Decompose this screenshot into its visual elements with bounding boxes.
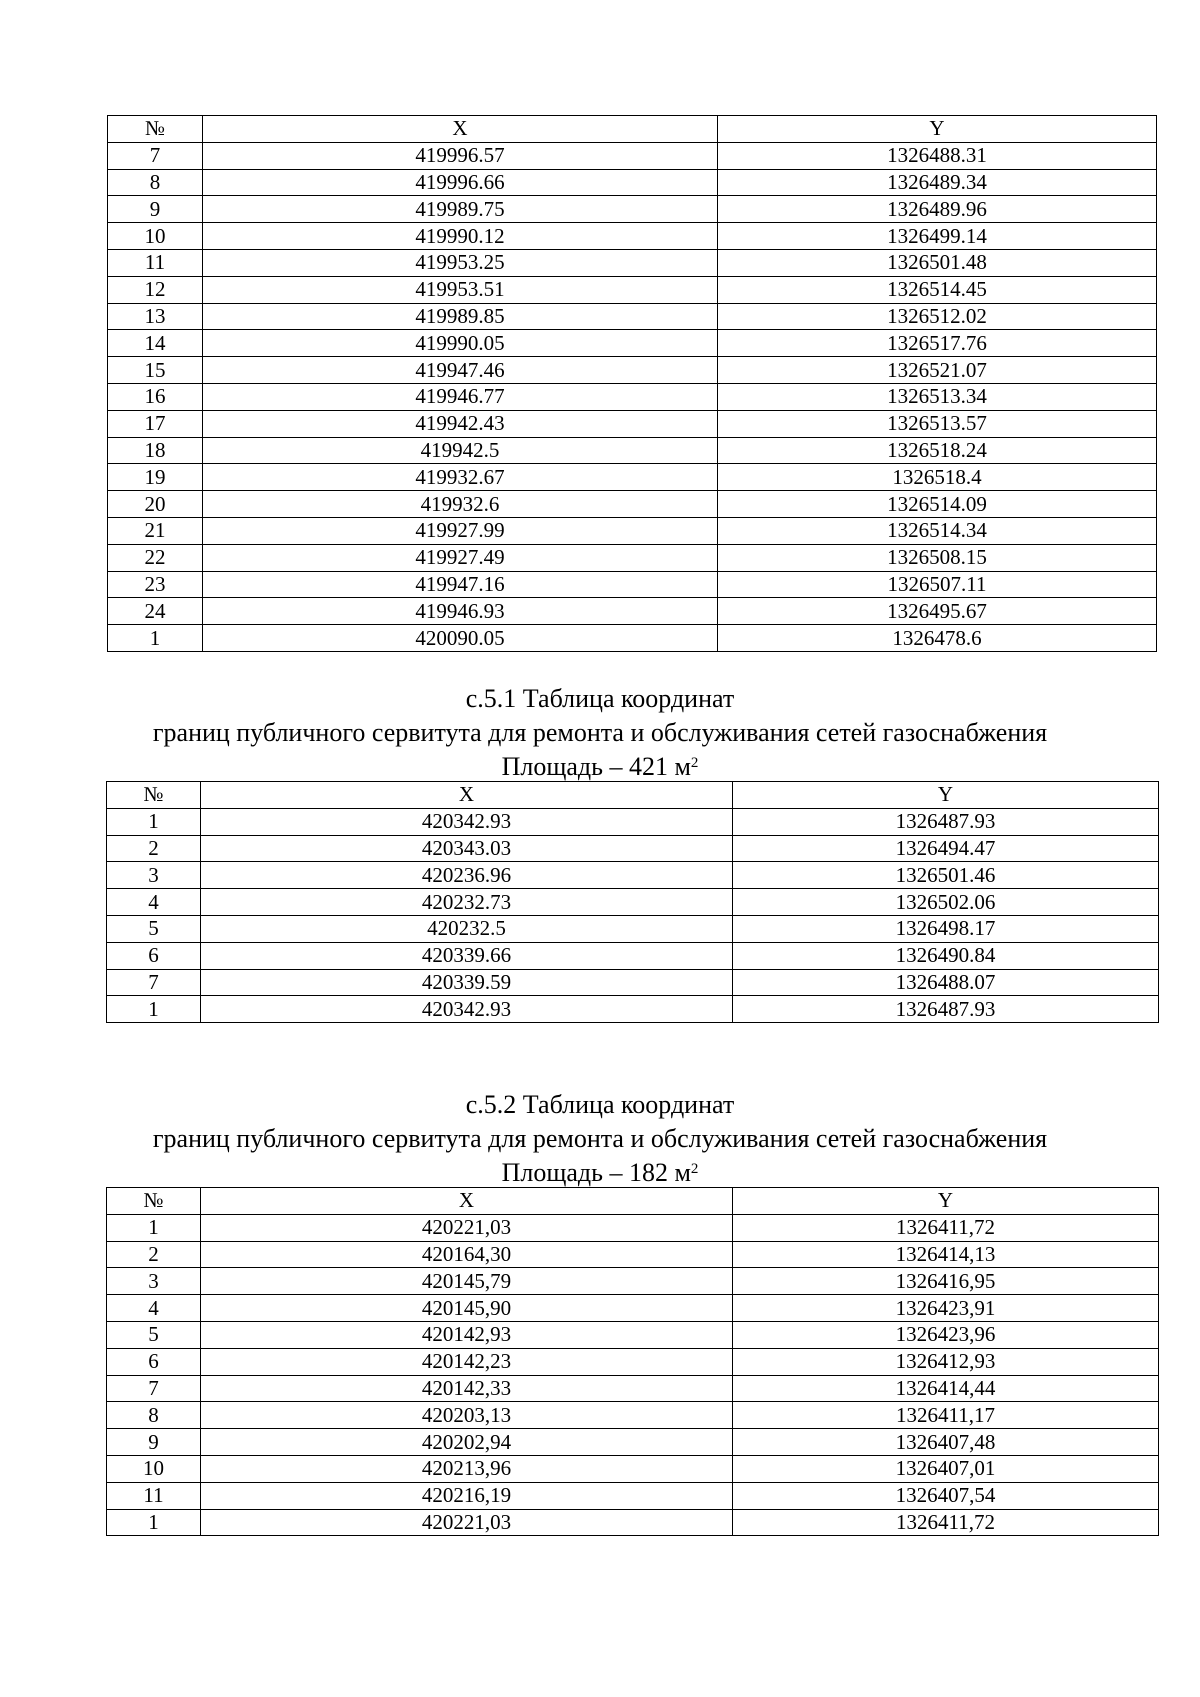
section-52-area: Площадь – 182 $м^2$ (501, 1158, 699, 1187)
y-coordinate: 1326512.02 (718, 303, 1157, 330)
table-row (108, 571, 1157, 598)
table-row (108, 142, 1157, 169)
table-row (108, 410, 1157, 437)
header-y: Y (718, 116, 1157, 143)
point-number: 17 (108, 410, 203, 437)
y-coordinate: 1326414,44 (733, 1375, 1159, 1402)
header-x: X (201, 782, 733, 809)
table-row (108, 464, 1157, 491)
y-coordinate: 1326490.84 (733, 942, 1159, 969)
point-number: 5 (107, 915, 201, 942)
x-coordinate: 420164,30 (201, 1241, 733, 1268)
table-header-row (108, 116, 1157, 143)
point-number: 23 (108, 571, 203, 598)
point-number: 7 (107, 1375, 201, 1402)
point-number: 4 (107, 889, 201, 916)
table-row (107, 1375, 1159, 1402)
table-row (107, 1268, 1159, 1295)
table-row (107, 1402, 1159, 1429)
y-coordinate: 1326502.06 (733, 889, 1159, 916)
point-number: 16 (108, 383, 203, 410)
y-coordinate: 1326514.09 (718, 491, 1157, 518)
table-row (108, 196, 1157, 223)
x-coordinate: 420236.96 (201, 862, 733, 889)
point-number: 15 (108, 357, 203, 384)
table-row (108, 437, 1157, 464)
y-coordinate: 1326407,54 (733, 1482, 1159, 1509)
x-coordinate: 419947.16 (203, 571, 718, 598)
coordinates-table-continued (107, 115, 1157, 652)
table-row (107, 1295, 1159, 1322)
x-coordinate: 419927.49 (203, 544, 718, 571)
point-number: 18 (108, 437, 203, 464)
coordinates-table-5-2 (106, 1187, 1159, 1536)
point-number: 6 (107, 942, 201, 969)
section-52-caption (0, 1088, 1200, 1190)
point-number: 1 (108, 625, 203, 652)
y-coordinate: 1326488.31 (718, 142, 1157, 169)
x-coordinate: 419946.93 (203, 598, 718, 625)
y-coordinate: 1326407,48 (733, 1429, 1159, 1456)
table-row (107, 1241, 1159, 1268)
x-coordinate: 420221,03 (201, 1214, 733, 1241)
header-y: Y (733, 782, 1159, 809)
x-coordinate: 419990.05 (203, 330, 718, 357)
section-52-title: с.5.2 Таблица координат (465, 1090, 735, 1119)
x-coordinate: 419989.75 (203, 196, 718, 223)
header-x: X (201, 1188, 733, 1215)
x-coordinate: 419946.77 (203, 383, 718, 410)
table-row (107, 996, 1159, 1023)
table-header-row (107, 782, 1159, 809)
point-number: 22 (108, 544, 203, 571)
y-coordinate: 1326518.4 (718, 464, 1157, 491)
table-row (107, 1348, 1159, 1375)
section-51-title: с.5.1 Таблица координат (465, 684, 735, 713)
header-num: № (107, 782, 201, 809)
point-number: 4 (107, 1295, 201, 1322)
point-number: 10 (107, 1455, 201, 1482)
point-number: 9 (108, 196, 203, 223)
table-row (107, 1509, 1159, 1536)
point-number: 14 (108, 330, 203, 357)
y-coordinate: 1326498.17 (733, 915, 1159, 942)
point-number: 1 (107, 808, 201, 835)
table-row (108, 598, 1157, 625)
point-number: 21 (108, 517, 203, 544)
point-number: 2 (107, 835, 201, 862)
x-coordinate: 420090.05 (203, 625, 718, 652)
x-coordinate: 419932.6 (203, 491, 718, 518)
y-coordinate: 1326489.96 (718, 196, 1157, 223)
y-coordinate: 1326517.76 (718, 330, 1157, 357)
table-row (107, 862, 1159, 889)
table-row (107, 942, 1159, 969)
y-coordinate: 1326411,72 (733, 1509, 1159, 1536)
table-row (107, 1455, 1159, 1482)
section-52-subtitle: границ публичного сервитута для ремонта и обслуживания сетей газоснабжения (152, 1124, 1048, 1153)
point-number: 3 (107, 1268, 201, 1295)
y-coordinate: 1326488.07 (733, 969, 1159, 996)
table-row (108, 491, 1157, 518)
x-coordinate: 420339.66 (201, 942, 733, 969)
y-coordinate: 1326501.46 (733, 862, 1159, 889)
table-row (107, 1482, 1159, 1509)
y-coordinate: 1326411,72 (733, 1214, 1159, 1241)
x-coordinate: 419942.5 (203, 437, 718, 464)
point-number: 7 (108, 142, 203, 169)
point-number: 1 (107, 1214, 201, 1241)
x-coordinate: 420202,94 (201, 1429, 733, 1456)
x-coordinate: 419947.46 (203, 357, 718, 384)
table-header-row (107, 1188, 1159, 1215)
y-coordinate: 1326507.11 (718, 571, 1157, 598)
header-num: № (107, 1188, 201, 1215)
point-number: 3 (107, 862, 201, 889)
y-coordinate: 1326501.48 (718, 249, 1157, 276)
point-number: 24 (108, 598, 203, 625)
header-y: Y (733, 1188, 1159, 1215)
table-row (107, 889, 1159, 916)
x-coordinate: 419953.51 (203, 276, 718, 303)
point-number: 11 (107, 1482, 201, 1509)
x-coordinate: 419927.99 (203, 517, 718, 544)
y-coordinate: 1326514.34 (718, 517, 1157, 544)
table-row (108, 276, 1157, 303)
y-coordinate: 1326414,13 (733, 1241, 1159, 1268)
y-coordinate: 1326495.67 (718, 598, 1157, 625)
table-row (107, 915, 1159, 942)
y-coordinate: 1326513.57 (718, 410, 1157, 437)
table-row (108, 383, 1157, 410)
section-51-subtitle: границ публичного сервитута для ремонта и обслуживания сетей газоснабжения (152, 718, 1048, 747)
y-coordinate: 1326407,01 (733, 1455, 1159, 1482)
x-coordinate: 420145,90 (201, 1295, 733, 1322)
y-coordinate: 1326423,91 (733, 1295, 1159, 1322)
point-number: 2 (107, 1241, 201, 1268)
y-coordinate: 1326487.93 (733, 808, 1159, 835)
point-number: 12 (108, 276, 203, 303)
x-coordinate: 420142,33 (201, 1375, 733, 1402)
section-51-area: Площадь – 421 $м^2$ (501, 752, 699, 781)
x-coordinate: 420221,03 (201, 1509, 733, 1536)
point-number: 19 (108, 464, 203, 491)
point-number: 11 (108, 249, 203, 276)
y-coordinate: 1326416,95 (733, 1268, 1159, 1295)
x-coordinate: 420339.59 (201, 969, 733, 996)
y-coordinate: 1326489.34 (718, 169, 1157, 196)
header-num: № (108, 116, 203, 143)
y-coordinate: 1326521.07 (718, 357, 1157, 384)
table-row (108, 169, 1157, 196)
x-coordinate: 419989.85 (203, 303, 718, 330)
x-coordinate: 420203,13 (201, 1402, 733, 1429)
table-row (108, 625, 1157, 652)
y-coordinate: 1326499.14 (718, 223, 1157, 250)
x-coordinate: 419990.12 (203, 223, 718, 250)
y-coordinate: 1326487.93 (733, 996, 1159, 1023)
x-coordinate: 420232.5 (201, 915, 733, 942)
x-coordinate: 420142,23 (201, 1348, 733, 1375)
point-number: 8 (108, 169, 203, 196)
y-coordinate: 1326508.15 (718, 544, 1157, 571)
y-coordinate: 1326412,93 (733, 1348, 1159, 1375)
y-coordinate: 1326513.34 (718, 383, 1157, 410)
table-row (107, 1321, 1159, 1348)
table-row (107, 835, 1159, 862)
x-coordinate: 419932.67 (203, 464, 718, 491)
table-row (107, 969, 1159, 996)
x-coordinate: 419942.43 (203, 410, 718, 437)
y-coordinate: 1326518.24 (718, 437, 1157, 464)
point-number: 6 (107, 1348, 201, 1375)
y-coordinate: 1326494.47 (733, 835, 1159, 862)
coordinates-table-5-1 (106, 781, 1159, 1023)
table-row (108, 357, 1157, 384)
x-coordinate: 420342.93 (201, 996, 733, 1023)
x-coordinate: 420145,79 (201, 1268, 733, 1295)
x-coordinate: 419996.57 (203, 142, 718, 169)
point-number: 10 (108, 223, 203, 250)
y-coordinate: 1326411,17 (733, 1402, 1159, 1429)
x-coordinate: 420142,93 (201, 1321, 733, 1348)
y-coordinate: 1326478.6 (718, 625, 1157, 652)
x-coordinate: 420342.93 (201, 808, 733, 835)
section-51-caption (0, 682, 1200, 784)
point-number: 20 (108, 491, 203, 518)
x-coordinate: 420343.03 (201, 835, 733, 862)
table-row (108, 330, 1157, 357)
y-coordinate: 1326514.45 (718, 276, 1157, 303)
point-number: 5 (107, 1321, 201, 1348)
point-number: 13 (108, 303, 203, 330)
x-coordinate: 419996.66 (203, 169, 718, 196)
table-row (108, 249, 1157, 276)
point-number: 1 (107, 996, 201, 1023)
table-row (107, 808, 1159, 835)
x-coordinate: 419953.25 (203, 249, 718, 276)
header-x: X (203, 116, 718, 143)
table-row (107, 1429, 1159, 1456)
table-row (108, 223, 1157, 250)
x-coordinate: 420232.73 (201, 889, 733, 916)
table-row (108, 517, 1157, 544)
point-number: 8 (107, 1402, 201, 1429)
point-number: 7 (107, 969, 201, 996)
point-number: 1 (107, 1509, 201, 1536)
table-row (108, 544, 1157, 571)
x-coordinate: 420216,19 (201, 1482, 733, 1509)
table-row (107, 1214, 1159, 1241)
point-number: 9 (107, 1429, 201, 1456)
y-coordinate: 1326423,96 (733, 1321, 1159, 1348)
table-row (108, 303, 1157, 330)
x-coordinate: 420213,96 (201, 1455, 733, 1482)
